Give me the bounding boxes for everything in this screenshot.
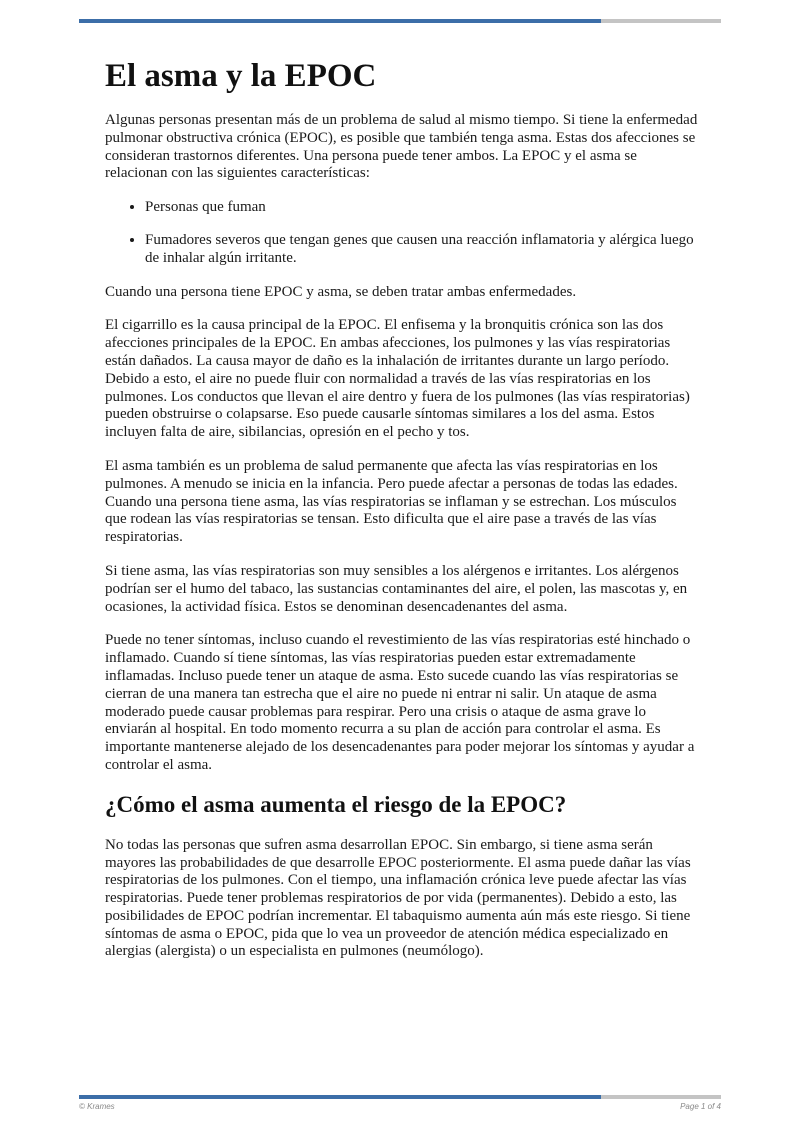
copyright-text: © Krames	[79, 1102, 115, 1111]
list-item: • Personas que fuman	[145, 199, 700, 217]
header-rule-gray	[601, 19, 721, 23]
characteristics-list	[105, 199, 700, 267]
paragraph-symptoms: Puede no tener síntomas, incluso cuando el revestimiento de las vías respiratorias esté hinchado o inflamado. Cuando sí tiene síntomas, las vías respiratorias pueden estar extremadamente inflamadas. Incluso puede tener un ataque de asma. Esto sucede cuando las vías respiratorias se cierran de una manera tan estrecha que el aire no puede ni entrar ni salir. Un ataque de asma moderado puede causar problemas para respirar. Pero una crisis o ataque de asma grave lo enviarán al hospital. En todo momento recurra a su plan de acción para controlar el asma. Es importante mantenerse alejado de los desencadenantes para poder mejorar los síntomas y ayudar a controlar el asma.	[105, 632, 695, 773]
paragraph-risk: No todas las personas que sufren asma desarrollan EPOC. Sin embargo, si tiene asma serán mayores las probabilidades de que desarrolle EPOC posteriormente. El asma puede dañar las vías respiratorias de los pulmones. Con el tiempo, una inflamación crónica leve puede afectar las vías respiratorias. Puede tener problemas respiratorios de por vida (permanentes). Debido a esto, las posibilidades de EPOC podrían incrementar. El tabaquismo aumenta aún más este riesgo. Si tiene síntomas de asma o EPOC, pida que lo vea un proveedor de atención médica especializado en alergias (alergista) o un especialista en pulmones (neumólogo).	[105, 836, 691, 960]
section-heading: ¿Cómo el asma aumenta el riesgo de la EPOC?	[105, 791, 567, 817]
footer-rule-accent	[79, 1095, 601, 1099]
intro-paragraph: Algunas personas presentan más de un problema de salud al mismo tiempo. Si tiene la enfermedad pulmonar obstructiva crónica (EPOC), es posible que también tenga asma. Estas dos afecciones se consideran trastornos diferentes. Una persona puede tener ambos. La EPOC y el asma se relacionan con las siguientes características:	[105, 112, 698, 182]
paragraph-epoc-cause: El cigarrillo es la causa principal de la EPOC. El enfisema y la bronquitis crónica son las dos afecciones principales de la EPOC. En ambas afecciones, los pulmones y las vías respiratorias están dañados. La causa mayor de daño es la inhalación de irritantes durante un largo período. Debido a esto, el aire no puede fluir con normalidad a través de las vías respiratorias en los pulmones. Los conductos que llevan el aire dentro y fuera de los pulmones (las vías respiratorias) pueden obstruirse o colapsarse. Eso puede causarle síntomas similares a los del asma. Estos incluyen falta de aire, sibilancias, opresión en el pecho y tos.	[105, 317, 690, 441]
header-rule	[79, 19, 721, 23]
footer-rule	[79, 1095, 721, 1099]
document-body	[105, 56, 700, 977]
list-item: • Fumadores severos que tengan genes que causen una reacción inflamatoria y alérgica luego de inhalar algún irritante.	[145, 232, 700, 268]
paragraph-treat-both: Cuando una persona tiene EPOC y asma, se deben tratar ambas enfermedades.	[105, 283, 577, 300]
page-title: El asma y la EPOC	[105, 58, 377, 94]
page-number: Page 1 of 4	[680, 1102, 721, 1111]
paragraph-asthma: El asma también es un problema de salud permanente que afecta las vías respiratorias en los pulmones. A menudo se inicia en la infancia. Pero puede afectar a personas de todas las edades. Cuando una persona tiene asma, las vías respiratorias se inflaman y se estrechan. Los músculos que rodean las vías respiratorias se tensan. Esto dificulta que el aire pase a través de las vías respiratorias.	[105, 457, 678, 546]
header-rule-accent	[79, 19, 601, 23]
paragraph-triggers: Si tiene asma, las vías respiratorias son muy sensibles a los alérgenos e irritantes. Los alérgenos podrían ser el humo del tabaco, las sustancias contaminantes del aire, el polen, las mascotas y, en ocasiones, la actividad física. Estos se denominan desencadenantes del asma.	[105, 562, 688, 615]
footer-rule-gray	[601, 1095, 721, 1099]
